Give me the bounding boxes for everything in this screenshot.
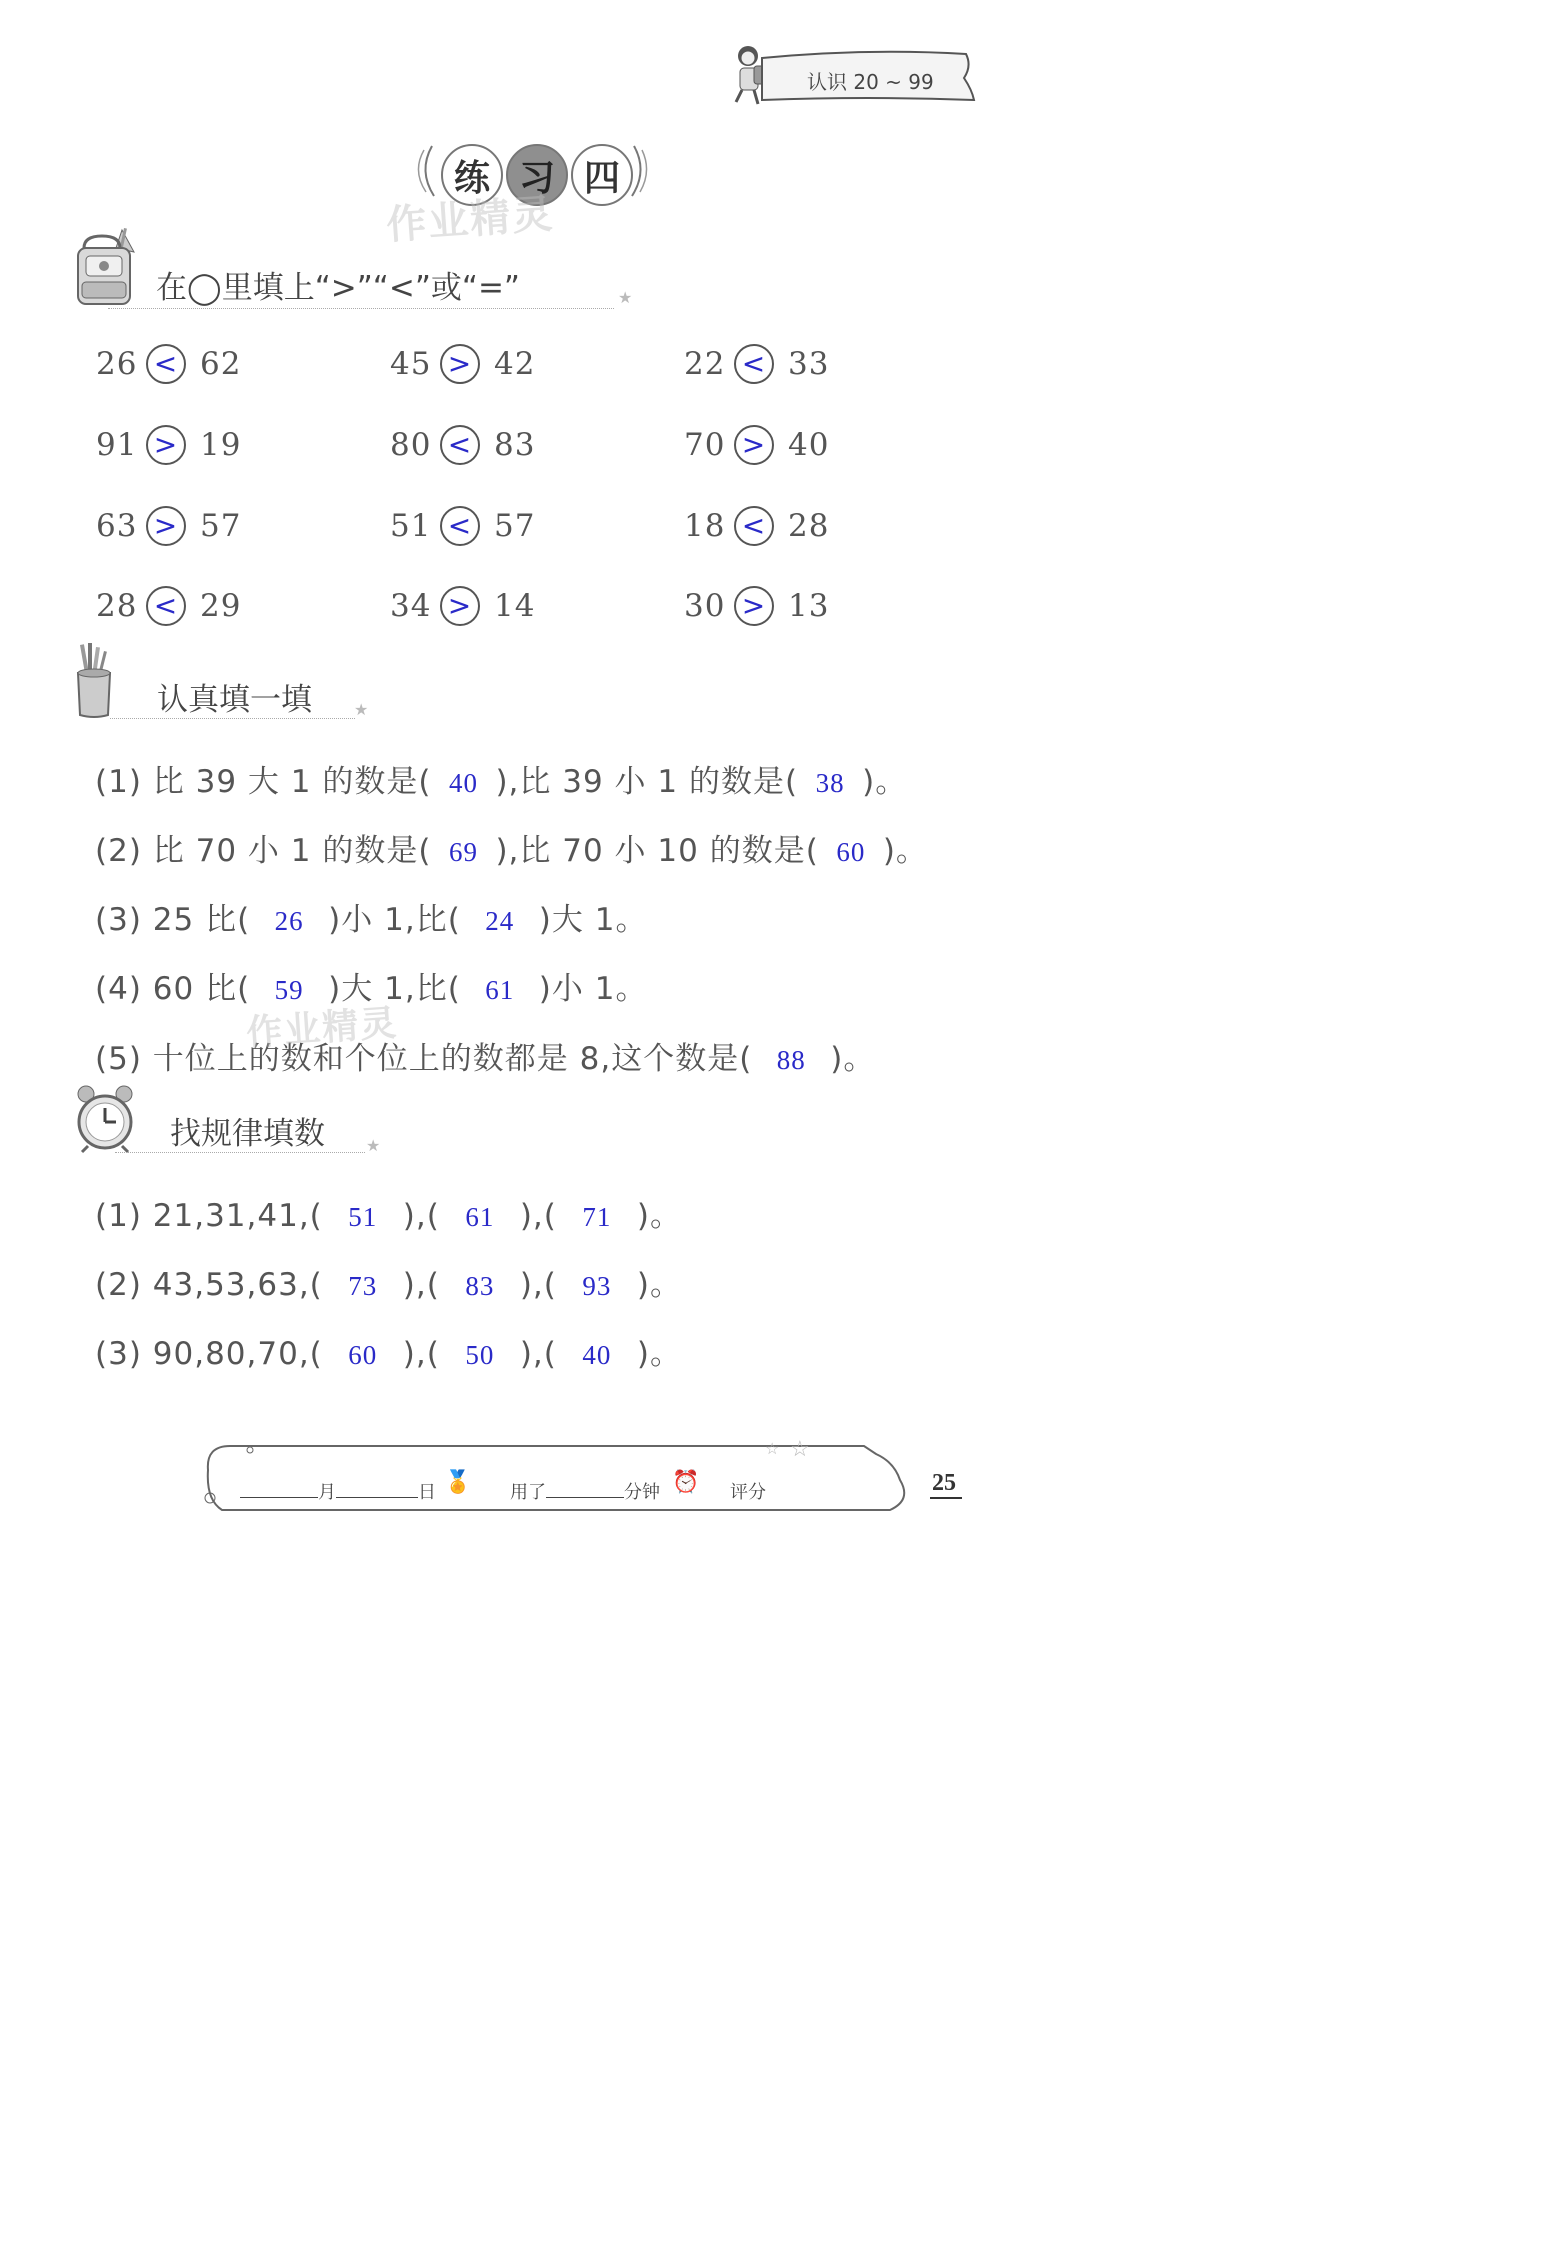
answer: 93 <box>582 1271 612 1301</box>
pattern-item-1: (1) 21,31,41,( 51 ),( 61 ),( 71 )。 <box>95 1198 682 1234</box>
section3-underline <box>115 1152 365 1153</box>
alarm-clock-icon <box>74 1084 136 1154</box>
answer-circle[interactable]: < <box>734 344 774 384</box>
medal-icon: 🏅 <box>444 1470 472 1495</box>
page-number: 25 <box>930 1470 962 1499</box>
answer-circle[interactable]: < <box>734 506 774 546</box>
left-number: 45 <box>390 346 432 382</box>
schoolbag-icon <box>72 226 142 308</box>
answer-circle[interactable]: < <box>146 344 186 384</box>
answer-circle[interactable]: > <box>146 506 186 546</box>
child-figure-icon <box>736 46 764 104</box>
comparison-item <box>684 425 834 465</box>
answer-circle[interactable]: > <box>440 586 480 626</box>
answer: 59 <box>274 975 304 1005</box>
right-number: 62 <box>200 346 242 382</box>
answer: 69 <box>448 837 478 867</box>
comparison-item <box>390 586 540 626</box>
svg-text:☆: ☆ <box>765 1440 780 1458</box>
comparison-item <box>96 425 246 465</box>
title-char-2: 习 <box>506 144 568 206</box>
fill-item-1: (1) 比 39 大 1 的数是( 40 ),比 39 小 1 的数是( 38 )。 <box>95 764 908 800</box>
answer: 60 <box>836 837 866 867</box>
answer: 26 <box>274 906 304 936</box>
section2-underline <box>110 718 355 719</box>
header-ribbon-text: 认识 20 ~ 99 <box>807 70 934 94</box>
right-number: 42 <box>494 346 536 382</box>
pattern-item-3: (3) 90,80,70,( 60 ),( 50 ),( 40 )。 <box>95 1336 682 1372</box>
answer: 83 <box>465 1271 495 1301</box>
answer: 61 <box>465 1202 495 1232</box>
left-number: 80 <box>390 427 432 463</box>
right-number: 83 <box>494 427 536 463</box>
answer: 24 <box>485 906 515 936</box>
answer: 73 <box>348 1271 378 1301</box>
left-number: 70 <box>684 427 726 463</box>
comparison-item <box>684 506 834 546</box>
comparison-item <box>96 506 246 546</box>
answer: 40 <box>448 768 478 798</box>
answer: 60 <box>348 1340 378 1370</box>
answer-circle[interactable]: > <box>146 425 186 465</box>
answer-circle[interactable]: < <box>440 506 480 546</box>
comparison-item <box>96 344 246 384</box>
fill-item-4: (4) 60 比( 59 )大 1,比( 61 )小 1。 <box>95 971 648 1007</box>
answer-circle[interactable]: > <box>440 344 480 384</box>
minutes-blank[interactable] <box>546 1483 624 1498</box>
answer: 40 <box>582 1340 612 1370</box>
day-blank[interactable] <box>336 1483 418 1498</box>
clock-icon: ⏰ <box>672 1470 700 1495</box>
pattern-item-2: (2) 43,53,63,( 73 ),( 83 ),( 93 )。 <box>95 1267 682 1303</box>
left-number: 26 <box>96 346 138 382</box>
answer-circle[interactable]: < <box>146 586 186 626</box>
answer: 71 <box>582 1202 612 1232</box>
answer: 51 <box>348 1202 378 1232</box>
right-number: 57 <box>200 508 242 544</box>
star-icon: ★ <box>618 288 633 307</box>
star-icon: ★ <box>366 1136 381 1155</box>
left-number: 30 <box>684 588 726 624</box>
answer-circle[interactable]: > <box>734 586 774 626</box>
footer-date: 月 日 <box>240 1478 436 1504</box>
left-number: 18 <box>684 508 726 544</box>
fill-item-2: (2) 比 70 小 1 的数是( 69 ),比 70 小 10 的数是( 60 )。 <box>95 833 928 869</box>
answer-circle[interactable]: < <box>440 425 480 465</box>
footer-score-label: 评分 <box>730 1482 766 1503</box>
comparison-item <box>684 586 834 626</box>
right-number: 57 <box>494 508 536 544</box>
comparison-item <box>96 586 246 626</box>
left-number: 28 <box>96 588 138 624</box>
svg-text:☆: ☆ <box>790 1440 810 1462</box>
section1-title: 在◯里填上“>”“<”或“=” <box>156 270 520 306</box>
footer-time-used: 用了 分钟 <box>510 1482 660 1503</box>
left-number: 63 <box>96 508 138 544</box>
right-number: 28 <box>788 508 830 544</box>
answer: 61 <box>485 975 515 1005</box>
section2-title: 认真填一填 <box>157 682 312 718</box>
right-number: 13 <box>788 588 830 624</box>
comparison-item <box>390 344 540 384</box>
comparison-item <box>684 344 834 384</box>
left-number: 22 <box>684 346 726 382</box>
right-number: 14 <box>494 588 536 624</box>
answer: 38 <box>815 768 845 798</box>
pencil-cup-icon <box>74 643 114 719</box>
right-number: 29 <box>200 588 242 624</box>
left-number: 51 <box>390 508 432 544</box>
watermark: 作业精灵 <box>384 191 556 249</box>
section1-underline <box>108 308 614 309</box>
left-number: 91 <box>96 427 138 463</box>
comparison-item <box>390 425 540 465</box>
section3-title: 找规律填数 <box>170 1116 325 1152</box>
right-number: 33 <box>788 346 830 382</box>
workbook-page <box>0 0 1080 1561</box>
left-number: 34 <box>390 588 432 624</box>
fill-item-5: (5) 十位上的数和个位上的数都是 8,这个数是( 88 )。 <box>95 1041 876 1077</box>
answer: 50 <box>465 1340 495 1370</box>
right-number: 19 <box>200 427 242 463</box>
title-char-3: 四 <box>571 144 633 206</box>
star-icon: ★ <box>354 700 369 719</box>
watermark: 作业精灵 <box>244 1002 400 1055</box>
title-char-1: 练 <box>441 144 503 206</box>
fill-item-3: (3) 25 比( 26 )小 1,比( 24 )大 1。 <box>95 902 648 938</box>
comparison-item <box>390 506 540 546</box>
month-blank[interactable] <box>240 1483 318 1498</box>
right-number: 40 <box>788 427 830 463</box>
answer: 88 <box>776 1045 806 1075</box>
answer-circle[interactable]: > <box>734 425 774 465</box>
